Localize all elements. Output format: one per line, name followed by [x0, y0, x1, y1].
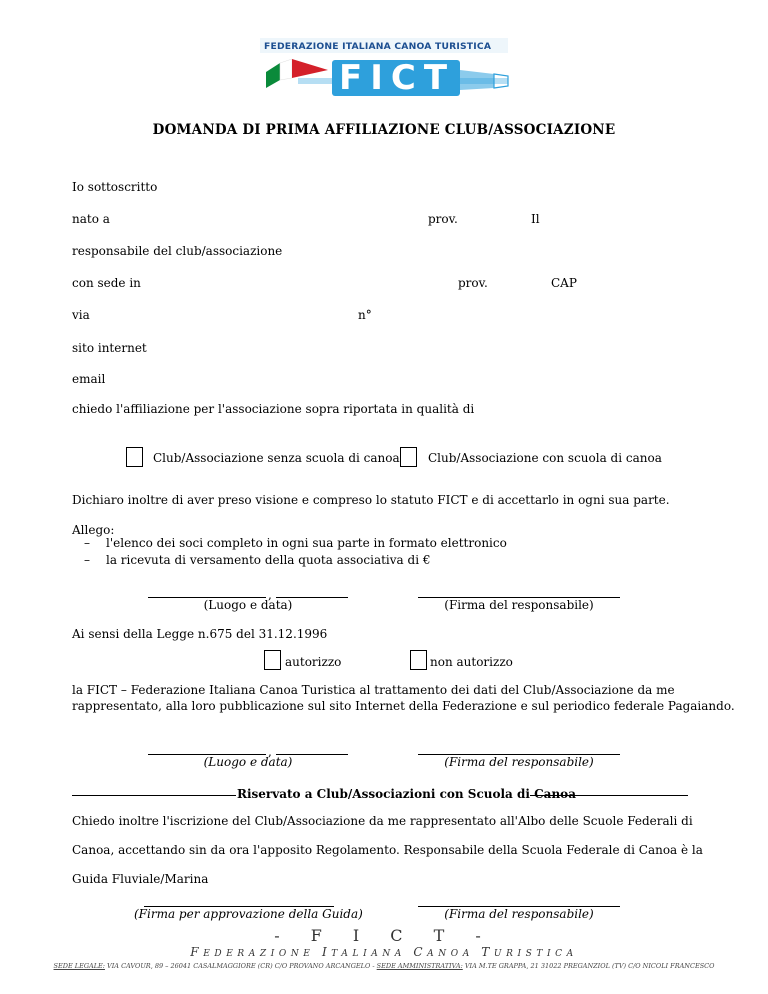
- riservato-rule-left: [72, 795, 236, 796]
- footer-name-rest-1: EDERAZIONE: [203, 949, 322, 959]
- logo-big-text: FICT: [338, 58, 456, 98]
- legge-text: Ai sensi della Legge n.675 del 31.12.1996: [72, 627, 328, 641]
- autorizzo-label: autorizzo: [285, 655, 342, 669]
- label-numero: n°: [358, 308, 372, 322]
- riservato-line-1: Chiedo inoltre l'iscrizione del Club/Associazione da me rappresentato all'Albo delle Scuole Federali di: [72, 814, 693, 828]
- label-chiedo: chiedo l'affiliazione per l'associazione sopra riportata in qualità di: [72, 402, 475, 416]
- footer-separator: -: [372, 962, 375, 970]
- label-il: Il: [531, 212, 540, 226]
- footer-fict: - F I C T -: [274, 926, 494, 945]
- luogo-data-label-1: (Luogo e data): [203, 598, 293, 612]
- footer-sede-amm-label: SEDE AMMINISTRATIVA:: [376, 962, 463, 970]
- page-title: DOMANDA DI PRIMA AFFILIAZIONE CLUB/ASSOCIAZIONE: [152, 122, 616, 138]
- label-email: email: [72, 372, 106, 386]
- label-responsabile: responsabile del club/associazione: [72, 244, 283, 258]
- fict-logo: [258, 36, 510, 106]
- dichiaro-text: Dichiaro inoltre di aver preso visione e compreso lo statuto FICT e di accettarlo in ogni sua parte.: [72, 493, 670, 507]
- non-autorizzo-label: non autorizzo: [430, 655, 513, 669]
- privacy-text-line-2: rappresentato, alla loro pubblicazione sul sito Internet della Federazione e sul periodico federale Pagaiando.: [72, 699, 735, 713]
- luogo-comma-2: ,: [268, 745, 272, 759]
- riservato-rule-right: [530, 795, 688, 796]
- allego-label: Allego:: [72, 523, 115, 537]
- footer-name-cap-i: I: [321, 945, 332, 959]
- riservato-heading: Riservato a Club/Associazioni con Scuola di Canoa: [237, 787, 576, 801]
- label-cap: CAP: [551, 276, 577, 290]
- footer-name-rest-4: URISTICA: [493, 949, 578, 959]
- label-con-sede-in: con sede in: [72, 276, 141, 290]
- footer-name-rest-3: ANOA: [427, 949, 482, 959]
- footer-sede-legale-label: SEDE LEGALE:: [53, 962, 105, 970]
- allego-dash-1: –: [84, 536, 90, 550]
- luogo-comma-1: ,: [268, 588, 272, 602]
- option-senza-scuola-label: Club/Associazione senza scuola di canoa: [153, 451, 400, 465]
- firma-responsabile-label-2: (Firma del responsabile): [444, 755, 594, 769]
- footer-sede-amm: VIA M.TE GRAPPA, 21 31022 PREGANZIOL (TV) C/O NICOLI FRANCESCO: [464, 962, 715, 970]
- privacy-text-line-1: la FICT – Federazione Italiana Canoa Turistica al trattamento dei dati del Club/Associazione da me: [72, 683, 675, 697]
- footer-name-cap-c: C: [413, 945, 428, 959]
- footer-name-cap-t: T: [481, 945, 494, 959]
- footer-address: [0, 962, 768, 970]
- luogo-data-label-2: (Luogo e data): [203, 755, 293, 769]
- logo-top-text: FEDERAZIONE ITALIANA CANOA TURISTICA: [264, 41, 492, 52]
- checkbox-autorizzo[interactable]: [264, 650, 281, 670]
- riservato-line-2: Canoa, accettando sin da ora l'apposito Regolamento. Responsabile della Scuola Federale di Canoa è la: [72, 843, 703, 857]
- footer-sede-legale: VIA CAVOUR, 89 – 26041 CASALMAGGIORE (CR) C/O PROVANO ARCANGELO: [107, 962, 371, 970]
- label-io-sottoscritto: Io sottoscritto: [72, 180, 158, 194]
- checkbox-senza-scuola[interactable]: [126, 447, 143, 467]
- firma-guida-label: (Firma per approvazione della Guida): [134, 907, 363, 921]
- label-prov-1: prov.: [428, 212, 458, 226]
- option-con-scuola-label: Club/Associazione con scuola di canoa: [428, 451, 662, 465]
- label-prov-2: prov.: [458, 276, 488, 290]
- footer-name-cap-f: F: [190, 945, 204, 959]
- checkbox-con-scuola[interactable]: [400, 447, 417, 467]
- allego-dash-2: –: [84, 553, 90, 567]
- checkbox-non-autorizzo[interactable]: [410, 650, 427, 670]
- label-via: via: [72, 308, 90, 322]
- riservato-line-3: Guida Fluviale/Marina: [72, 872, 209, 886]
- firma-responsabile-label-1: (Firma del responsabile): [444, 598, 594, 612]
- firma-responsabile-label-3: (Firma del responsabile): [444, 907, 594, 921]
- allego-item-2: la ricevuta di versamento della quota associativa di €: [106, 553, 431, 567]
- label-sito-internet: sito internet: [72, 341, 147, 355]
- allego-item-1: l'elenco dei soci completo in ogni sua parte in formato elettronico: [106, 536, 507, 550]
- footer-name-rest-2: TALIANA: [331, 949, 414, 959]
- footer-federation-name: [0, 945, 768, 961]
- label-nato-a: nato a: [72, 212, 110, 226]
